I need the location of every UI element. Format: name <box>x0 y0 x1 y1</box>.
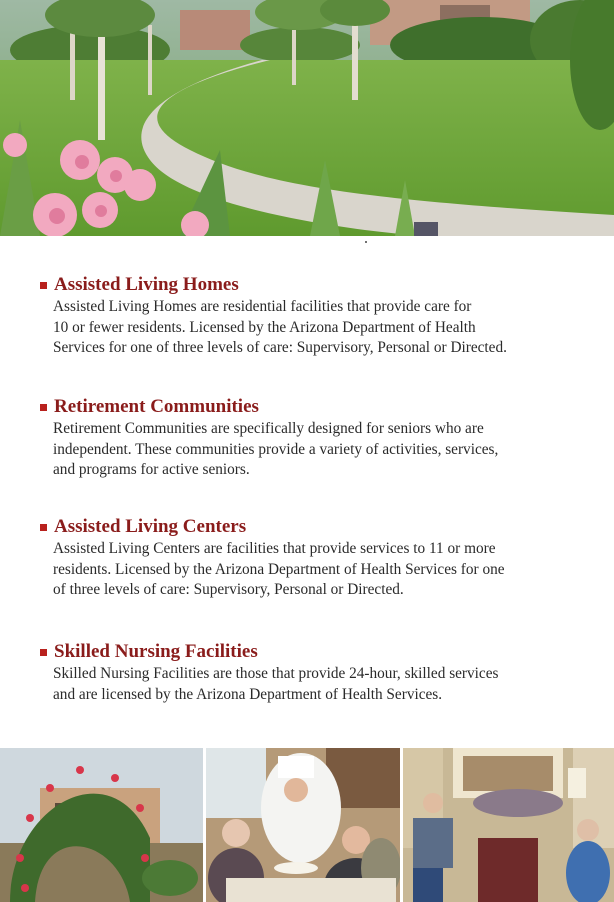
body-line: Services for one of three levels of care: Supervisory, Personal or Directed. <box>53 339 507 356</box>
body-line: Assisted Living Homes are residential facilities that provide care for <box>53 298 472 315</box>
body-line: and are licensed by the Arizona Department of Health Services. <box>53 685 443 703</box>
square-bullet-icon <box>40 524 47 531</box>
section-heading: Skilled Nursing Facilities <box>54 641 258 662</box>
body-line: 10 or fewer residents. Licensed by the Arizona Department of Health <box>53 318 476 336</box>
body-line: of three levels of care: Supervisory, Personal or Directed. <box>53 581 404 598</box>
facility-exterior-photo <box>0 748 203 902</box>
section-assisted-living-centers <box>40 516 600 601</box>
photo-strip <box>0 748 614 902</box>
section-body <box>53 297 600 359</box>
square-bullet-icon <box>40 649 47 656</box>
section-title <box>40 274 600 296</box>
section-retirement-communities <box>40 396 600 481</box>
body-line: Retirement Communities are specifically designed for seniors who are <box>53 420 484 437</box>
body-line: and programs for active seniors. <box>53 461 250 478</box>
dining-chef-photo <box>206 748 400 902</box>
square-bullet-icon <box>40 404 47 411</box>
body-line: independent. These communities provide a variety of activities, services, <box>53 440 499 458</box>
section-body <box>53 539 600 601</box>
section-title <box>40 516 600 538</box>
decorative-dot <box>365 241 367 243</box>
section-title <box>40 641 600 663</box>
section-body <box>53 419 600 481</box>
section-body <box>53 664 600 705</box>
resident-lounge-photo <box>403 748 614 902</box>
section-skilled-nursing-facilities <box>40 641 600 705</box>
section-title <box>40 396 600 418</box>
body-line: Assisted Living Centers are facilities that provide services to 11 or more <box>53 540 496 557</box>
section-heading: Retirement Communities <box>54 396 259 417</box>
section-heading: Assisted Living Homes <box>54 274 239 295</box>
garden-path-photo <box>0 0 614 236</box>
body-line: residents. Licensed by the Arizona Department of Health Services for one <box>53 560 505 578</box>
section-assisted-living-homes <box>40 274 600 359</box>
square-bullet-icon <box>40 282 47 289</box>
section-heading: Assisted Living Centers <box>54 516 247 537</box>
body-line: Skilled Nursing Facilities are those that provide 24-hour, skilled services <box>53 665 499 682</box>
